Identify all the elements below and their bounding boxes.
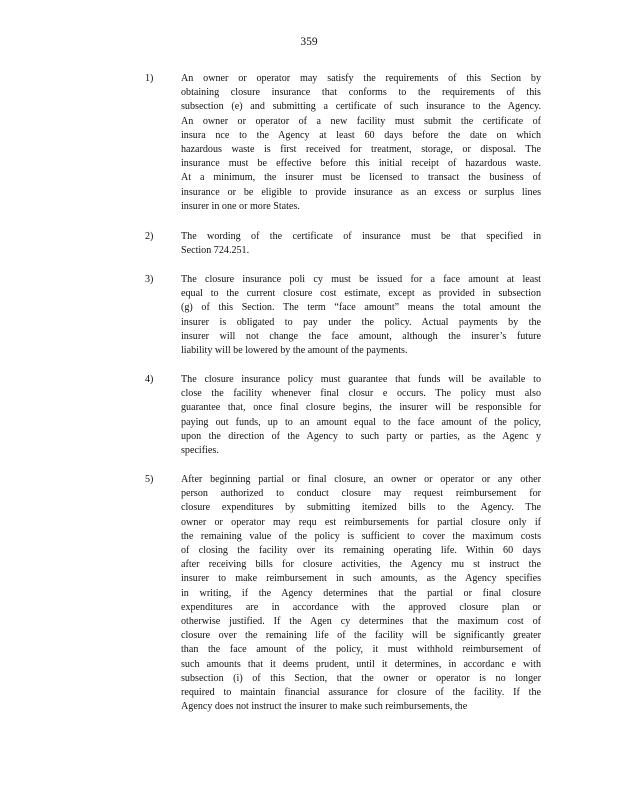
text-line: hazardous waste is first received for treatment, storage, or disposal. The [181,144,541,156]
text-line: An owner or operator may satisfy the requirements of this Section by [181,73,541,84]
item-body [181,373,541,458]
text-line: of closing the facility over its remaining operating life. Within 60 days [181,545,541,557]
text-line: in writing, if the Agency determines that the partial or final closure [181,587,541,599]
text-line: obtaining closure insurance that conforms to the requirements of this [181,87,541,99]
item-number: 2) [145,231,154,242]
item-number: 5) [145,474,154,485]
text-line: Agency does not instruct the insurer to make such reimbursements, the [181,701,468,713]
text-line: insurer will not change the face amount, although the insurer’s future [181,330,541,342]
text-line: close the facility whenever final closur e occurs. The policy must also [181,388,541,400]
text-line: expenditures are in accordance with the approved closure plan or [181,601,541,613]
text-line: At a minimum, the insurer must be licensed to transact the business of [181,172,541,184]
item-number: 3) [145,274,154,285]
text-line: Section 724.251. [181,245,250,257]
text-line: paying out funds, up to an amount equal to the face amount of the policy, [181,416,541,428]
item-body [181,473,541,714]
text-line: upon the direction of the Agency to such party or parties, as the Agenc y [181,430,541,442]
text-line: insurance must be effective before this initial receipt of hazardous waste. [181,158,541,170]
text-line: person authorized to conduct closure may request reimbursement for [181,488,541,500]
text-line: specifies. [181,445,219,457]
text-line: closure expenditures by submitting itemized bills to the Agency. The [181,502,541,514]
text-line: subsection (e) and submitting a certificate of such insurance to the Agency. [181,101,541,113]
text-line: The closure insurance poli cy must be issued for a face amount at least [181,274,541,285]
text-line: An owner or operator of a new facility must submit the certificate of [181,115,541,127]
text-line: insurance or be eligible to provide insurance as an excess or surplus lines [181,186,541,198]
item-body [181,273,541,358]
text-line: such amounts that it deems prudent, until it determines, in accordanc e with [181,658,541,670]
text-line: equal to the current closure cost estimate, except as provided in subsection [181,288,541,300]
page-number: 359 [300,36,318,48]
text-line: insurer is obligated to pay under the policy. Actual payments by the [181,316,541,328]
text-line: closure over the remaining life of the facility will be significantly greater [181,630,541,642]
item-body [181,230,541,258]
text-line: insura nce to the Agency at least 60 days before the date on which [181,129,541,141]
text-line: insurer to make reimbursement in such amounts, as the Agency specifies [181,573,541,585]
text-line: after receiving bills for closure activities, the Agency mu st instruct the [181,559,541,571]
text-line: liability will be lowered by the amount of the payments. [181,345,408,357]
text-line: The closure insurance policy must guarantee that funds will be available to [181,374,541,385]
text-line: The wording of the certificate of insurance must be that specified in [181,231,541,242]
item-number: 4) [145,374,154,385]
text-line: than the face amount of the policy, it must withhold reimbursement of [181,644,541,656]
text-line: insurer in one or more States. [181,200,300,212]
text-line: subsection (i) of this Section, that the owner or operator is no longer [181,672,541,684]
text-line: guarantee that, once final closure begins, the insurer will be responsible for [181,402,541,414]
text-line: the remaining value of the policy is sufficient to cover the maximum costs [181,530,541,542]
text-line: owner or operator may requ est reimbursements for partial closure only if [181,516,541,528]
text-line: After beginning partial or final closure, an owner or operator or any other [181,474,541,485]
item-number: 1) [145,73,154,84]
text-line: required to maintain financial assurance for closure of the facility. If the [181,687,541,699]
text-line: otherwise justified. If the Agen cy determines that the maximum cost of [181,616,541,628]
text-line: (g) of this Section. The term “face amount” means the total amount the [181,302,541,314]
item-body [181,72,541,214]
